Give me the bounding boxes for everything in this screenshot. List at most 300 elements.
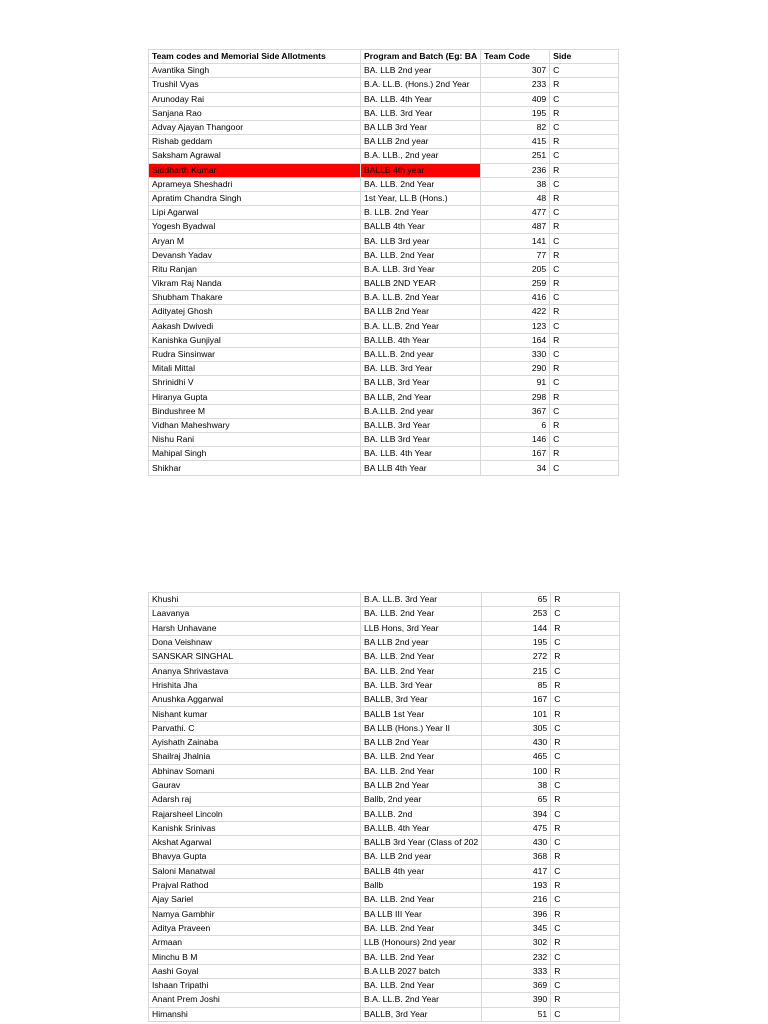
table-row (149, 319, 619, 333)
cell-name[interactable]: Himanshi (149, 1007, 361, 1021)
cell-program[interactable]: BA. LLB. 4th Year (361, 92, 481, 106)
cell-team-code[interactable]: 236 (481, 163, 550, 177)
cell-team-code[interactable]: 38 (481, 177, 550, 191)
table-row (149, 979, 620, 993)
cell-side[interactable]: R (550, 106, 619, 120)
cell-program[interactable]: BA. LLB 2nd year (361, 850, 482, 864)
cell-team-code[interactable]: 77 (481, 248, 550, 262)
cell-team-code[interactable]: 417 (482, 864, 551, 878)
cell-name[interactable]: Vikram Raj Nanda (149, 277, 361, 291)
cell-team-code[interactable]: 390 (482, 993, 551, 1007)
cell-name[interactable]: Aashi Goyal (149, 964, 361, 978)
table-row (149, 836, 620, 850)
cell-name[interactable]: Rudra Sinsinwar (149, 347, 361, 361)
cell-team-code[interactable]: 232 (482, 950, 551, 964)
cell-side[interactable]: R (551, 650, 620, 664)
cell-team-code[interactable]: 195 (481, 106, 550, 120)
cell-team-code[interactable]: 333 (482, 964, 551, 978)
cell-name[interactable]: Yogesh Byadwal (149, 220, 361, 234)
table-row (149, 92, 619, 106)
table-row (149, 234, 619, 248)
cell-side[interactable]: C (551, 950, 620, 964)
cell-team-code[interactable]: 253 (482, 607, 551, 621)
cell-team-code[interactable]: 123 (481, 319, 550, 333)
cell-program[interactable]: B.A LLB 2027 batch (361, 964, 482, 978)
cell-program[interactable]: BA. LLB. 2nd Year (361, 764, 482, 778)
cell-side[interactable]: C (550, 120, 619, 134)
cell-program[interactable]: BALLB, 3rd Year (361, 693, 482, 707)
cell-side[interactable]: R (550, 362, 619, 376)
cell-team-code[interactable]: 475 (482, 821, 551, 835)
cell-name[interactable]: Ishaan Tripathi (149, 979, 361, 993)
table-row (149, 878, 620, 892)
cell-name[interactable]: Adarsh raj (149, 793, 361, 807)
cell-name[interactable]: Ayishath Zainaba (149, 735, 361, 749)
cell-team-code[interactable]: 205 (481, 262, 550, 276)
cell-program[interactable]: BA. LLB. 2nd Year (361, 921, 482, 935)
cell-team-code[interactable]: 487 (481, 220, 550, 234)
cell-name[interactable]: Trushil Vyas (149, 78, 361, 92)
cell-program[interactable]: BA. LLB. 3rd Year (361, 678, 482, 692)
cell-name[interactable]: Nishant kumar (149, 707, 361, 721)
cell-name[interactable]: Kanishka Gunjiyal (149, 333, 361, 347)
cell-name[interactable]: Apratim Chandra Singh (149, 191, 361, 205)
table-row (149, 921, 620, 935)
cell-program[interactable]: BA. LLB. 3rd Year (361, 362, 481, 376)
cell-name[interactable]: Minchu B M (149, 950, 361, 964)
cell-team-code[interactable]: 146 (481, 433, 550, 447)
cell-name[interactable]: Prajval Rathod (149, 878, 361, 892)
cell-program[interactable]: B.A. LLB., 2nd year (361, 149, 481, 163)
cell-side[interactable]: C (550, 404, 619, 418)
cell-program[interactable]: BA LLB III Year (361, 907, 482, 921)
cell-program[interactable]: BALLB 4th Year (361, 220, 481, 234)
cell-team-code[interactable]: 216 (482, 893, 551, 907)
cell-name[interactable]: Vidhan Maheshwary (149, 418, 361, 432)
header-team-codes[interactable]: Team codes and Memorial Side Allotments (149, 50, 361, 64)
table-row (149, 362, 619, 376)
table-row (149, 964, 620, 978)
cell-side[interactable]: C (551, 778, 620, 792)
allotment-table-top (148, 49, 619, 476)
cell-name[interactable]: Abhinav Somani (149, 764, 361, 778)
table-row (149, 793, 620, 807)
table-row (149, 262, 619, 276)
cell-program[interactable]: BA.LLB. 3rd Year (361, 418, 481, 432)
cell-side[interactable]: R (550, 447, 619, 461)
table-row (149, 735, 620, 749)
table-row (149, 593, 620, 607)
table-row (149, 291, 619, 305)
cell-side[interactable]: C (551, 921, 620, 935)
cell-program[interactable]: BA. LLB. 2nd Year (361, 979, 482, 993)
table-row (149, 404, 619, 418)
cell-side[interactable]: C (550, 319, 619, 333)
header-program-batch[interactable]: Program and Batch (Eg: BA (361, 50, 481, 64)
cell-program[interactable]: BA. LLB 3rd year (361, 234, 481, 248)
cell-program[interactable]: Ballb, 2nd year (361, 793, 482, 807)
table-row (149, 993, 620, 1007)
cell-name[interactable]: Ritu Ranjan (149, 262, 361, 276)
cell-program[interactable]: B.A. LL.B. 2nd Year (361, 993, 482, 1007)
cell-name[interactable]: Khushi (149, 593, 361, 607)
cell-side[interactable]: R (551, 764, 620, 778)
cell-side[interactable]: R (550, 390, 619, 404)
cell-team-code[interactable]: 307 (481, 64, 550, 78)
allotment-table-bottom (148, 592, 620, 1022)
cell-name[interactable]: Kanishk Srinivas (149, 821, 361, 835)
table-row (149, 333, 619, 347)
cell-side[interactable]: C (550, 206, 619, 220)
cell-name[interactable]: Aprameya Sheshadri (149, 177, 361, 191)
cell-side[interactable]: C (550, 433, 619, 447)
cell-team-code[interactable]: 305 (482, 721, 551, 735)
cell-side[interactable]: R (551, 735, 620, 749)
cell-side[interactable]: R (551, 936, 620, 950)
cell-program[interactable]: BALLB 2ND YEAR (361, 277, 481, 291)
cell-team-code[interactable]: 164 (481, 333, 550, 347)
cell-program[interactable]: BALLB 4th year (361, 163, 481, 177)
cell-team-code[interactable]: 167 (482, 693, 551, 707)
cell-name[interactable]: Siddharth Kumar (149, 163, 361, 177)
cell-program[interactable]: BA.LLB. 4th Year (361, 821, 482, 835)
table-row (149, 850, 620, 864)
table-row (149, 764, 620, 778)
cell-name[interactable]: Rajarsheel Lincoln (149, 807, 361, 821)
cell-side[interactable]: R (551, 593, 620, 607)
cell-side[interactable]: R (551, 793, 620, 807)
cell-side[interactable]: C (550, 461, 619, 475)
cell-side[interactable]: R (551, 878, 620, 892)
cell-side[interactable]: C (551, 607, 620, 621)
table-row (149, 248, 619, 262)
cell-team-code[interactable]: 415 (481, 135, 550, 149)
cell-program[interactable]: BALLB, 3rd Year (361, 1007, 482, 1021)
cell-side[interactable]: C (550, 291, 619, 305)
cell-name[interactable]: Shikhar (149, 461, 361, 475)
cell-name[interactable]: Avantika Singh (149, 64, 361, 78)
table-row (149, 664, 620, 678)
cell-side[interactable]: C (551, 979, 620, 993)
table-row (149, 693, 620, 707)
cell-team-code[interactable]: 195 (482, 635, 551, 649)
cell-team-code[interactable]: 100 (482, 764, 551, 778)
cell-side[interactable]: R (550, 163, 619, 177)
cell-program[interactable]: B.A.LLB. 2nd year (361, 404, 481, 418)
cell-side[interactable]: C (551, 807, 620, 821)
cell-side[interactable]: R (550, 418, 619, 432)
cell-program[interactable]: BALLB 3rd Year (Class of 202 (361, 836, 482, 850)
cell-side[interactable]: C (551, 693, 620, 707)
cell-side[interactable]: C (551, 635, 620, 649)
cell-team-code[interactable]: 416 (481, 291, 550, 305)
cell-program[interactable]: BALLB 4th year (361, 864, 482, 878)
cell-side[interactable]: R (550, 248, 619, 262)
cell-program[interactable]: BA LLB 2nd Year (361, 735, 482, 749)
cell-side[interactable]: R (551, 850, 620, 864)
cell-name[interactable]: Devansh Yadav (149, 248, 361, 262)
table-row (149, 864, 620, 878)
table-row (149, 461, 619, 475)
cell-name[interactable]: Sanjana Rao (149, 106, 361, 120)
cell-name[interactable]: Namya Gambhir (149, 907, 361, 921)
table-row (149, 447, 619, 461)
cell-team-code[interactable]: 6 (481, 418, 550, 432)
cell-name[interactable]: Hiranya Gupta (149, 390, 361, 404)
cell-program[interactable]: BA. LLB. 2nd Year (361, 664, 482, 678)
cell-side[interactable]: C (550, 64, 619, 78)
table-row (149, 433, 619, 447)
table-row (149, 347, 619, 361)
table-row (149, 678, 620, 692)
cell-team-code[interactable]: 422 (481, 305, 550, 319)
cell-side[interactable]: C (550, 262, 619, 276)
cell-program[interactable]: BA.LLB. 2nd (361, 807, 482, 821)
cell-team-code[interactable]: 51 (482, 1007, 551, 1021)
cell-side[interactable]: C (550, 376, 619, 390)
cell-program[interactable]: BA.LL.B. 2nd year (361, 347, 481, 361)
cell-side[interactable]: R (550, 333, 619, 347)
cell-side[interactable]: C (550, 149, 619, 163)
cell-program[interactable]: BA LLB, 2nd Year (361, 390, 481, 404)
cell-name[interactable]: Adityatej Ghosh (149, 305, 361, 319)
cell-program[interactable]: 1st Year, LL.B (Hons.) (361, 191, 481, 205)
cell-name[interactable]: Saksham Agrawal (149, 149, 361, 163)
table-row (149, 305, 619, 319)
cell-side[interactable]: C (551, 893, 620, 907)
cell-team-code[interactable]: 82 (481, 120, 550, 134)
cell-side[interactable]: R (550, 191, 619, 205)
cell-name[interactable]: Anushka Aggarwal (149, 693, 361, 707)
cell-name[interactable]: SANSKAR SINGHAL (149, 650, 361, 664)
header-row (149, 50, 619, 64)
cell-program[interactable]: B.A. LL.B. 3rd Year (361, 593, 482, 607)
table-row (149, 893, 620, 907)
cell-name[interactable]: Advay Ajayan Thangoor (149, 120, 361, 134)
table-row (149, 418, 619, 432)
cell-program[interactable]: BA. LLB. 2nd Year (361, 607, 482, 621)
cell-program[interactable]: Ballb (361, 878, 482, 892)
cell-team-code[interactable]: 367 (481, 404, 550, 418)
table-row (149, 78, 619, 92)
cell-side[interactable]: R (550, 78, 619, 92)
table-row (149, 650, 620, 664)
cell-team-code[interactable]: 272 (482, 650, 551, 664)
cell-program[interactable]: BA LLB 2nd year (361, 135, 481, 149)
header-side[interactable]: Side (550, 50, 619, 64)
cell-side[interactable]: C (551, 836, 620, 850)
table-row (149, 277, 619, 291)
cell-team-code[interactable]: 290 (481, 362, 550, 376)
cell-name[interactable]: Bindushree M (149, 404, 361, 418)
cell-program[interactable]: BA. LLB. 2nd Year (361, 177, 481, 191)
cell-program[interactable]: BA LLB 4th Year (361, 461, 481, 475)
table-row (149, 206, 619, 220)
cell-program[interactable]: BA LLB 2nd Year (361, 305, 481, 319)
cell-team-code[interactable]: 430 (482, 735, 551, 749)
cell-team-code[interactable]: 193 (482, 878, 551, 892)
cell-team-code[interactable]: 369 (482, 979, 551, 993)
cell-side[interactable]: C (550, 347, 619, 361)
cell-team-code[interactable]: 345 (482, 921, 551, 935)
cell-name[interactable]: Akshat Agarwal (149, 836, 361, 850)
cell-name[interactable]: Mahipal Singh (149, 447, 361, 461)
cell-team-code[interactable]: 298 (481, 390, 550, 404)
table-row (149, 635, 620, 649)
table-row (149, 120, 619, 134)
cell-team-code[interactable]: 251 (481, 149, 550, 163)
cell-team-code[interactable]: 477 (481, 206, 550, 220)
cell-side[interactable]: R (551, 993, 620, 1007)
table-row (149, 191, 619, 205)
cell-name[interactable]: Hrishita Jha (149, 678, 361, 692)
cell-name[interactable]: Armaan (149, 936, 361, 950)
cell-side[interactable]: R (550, 135, 619, 149)
cell-name[interactable]: Aditya Praveen (149, 921, 361, 935)
cell-team-code[interactable]: 394 (482, 807, 551, 821)
cell-name[interactable]: Shrinidhi V (149, 376, 361, 390)
cell-program[interactable]: LLB Hons, 3rd Year (361, 621, 482, 635)
cell-name[interactable]: Saloni Manatwal (149, 864, 361, 878)
cell-name[interactable]: Aakash Dwivedi (149, 319, 361, 333)
cell-program[interactable]: BA LLB 2nd Year (361, 778, 482, 792)
cell-team-code[interactable]: 38 (482, 778, 551, 792)
cell-program[interactable]: BA. LLB 2nd year (361, 64, 481, 78)
table-row (149, 821, 620, 835)
cell-program[interactable]: BA LLB, 3rd Year (361, 376, 481, 390)
header-team-code[interactable]: Team Code (481, 50, 550, 64)
cell-name[interactable]: Rishab geddam (149, 135, 361, 149)
cell-side[interactable]: C (551, 721, 620, 735)
cell-team-code[interactable]: 48 (481, 191, 550, 205)
table-row (149, 163, 619, 177)
cell-team-code[interactable]: 167 (481, 447, 550, 461)
cell-team-code[interactable]: 465 (482, 750, 551, 764)
table-row (149, 907, 620, 921)
cell-program[interactable]: BA. LLB. 3rd Year (361, 106, 481, 120)
cell-program[interactable]: BA. LLB. 2nd Year (361, 893, 482, 907)
cell-program[interactable]: B.A. LL.B. 2nd Year (361, 291, 481, 305)
table-row (149, 807, 620, 821)
cell-side[interactable]: C (550, 92, 619, 106)
cell-side[interactable]: R (551, 907, 620, 921)
table-row (149, 64, 619, 78)
cell-side[interactable]: C (550, 177, 619, 191)
cell-program[interactable]: BA.LLB. 4th Year (361, 333, 481, 347)
cell-name[interactable]: Gaurav (149, 778, 361, 792)
cell-name[interactable]: Lipi Agarwal (149, 206, 361, 220)
cell-name[interactable]: Arunoday Rai (149, 92, 361, 106)
cell-side[interactable]: R (550, 220, 619, 234)
cell-name[interactable]: Harsh Unhavane (149, 621, 361, 635)
cell-program[interactable]: BA. LLB. 2nd Year (361, 650, 482, 664)
table-row (149, 936, 620, 950)
cell-team-code[interactable]: 215 (482, 664, 551, 678)
cell-program[interactable]: BA LLB 2nd year (361, 635, 482, 649)
cell-team-code[interactable]: 430 (482, 836, 551, 850)
cell-program[interactable]: BA. LLB 3rd Year (361, 433, 481, 447)
table-row (149, 177, 619, 191)
cell-program[interactable]: BA LLB (Hons.) Year II (361, 721, 482, 735)
table-row (149, 607, 620, 621)
table-row (149, 750, 620, 764)
table-row (149, 390, 619, 404)
cell-side[interactable]: R (551, 621, 620, 635)
cell-team-code[interactable]: 144 (482, 621, 551, 635)
cell-team-code[interactable]: 65 (482, 793, 551, 807)
cell-team-code[interactable]: 409 (481, 92, 550, 106)
cell-program[interactable]: BA LLB 3rd Year (361, 120, 481, 134)
table-row (149, 721, 620, 735)
cell-name[interactable]: Dona Veishnaw (149, 635, 361, 649)
table-row (149, 950, 620, 964)
cell-name[interactable]: Ananya Shrivastava (149, 664, 361, 678)
cell-side[interactable]: R (551, 821, 620, 835)
cell-name[interactable]: Aryan M (149, 234, 361, 248)
cell-name[interactable]: Bhavya Gupta (149, 850, 361, 864)
cell-team-code[interactable]: 101 (482, 707, 551, 721)
cell-team-code[interactable]: 233 (481, 78, 550, 92)
table-row (149, 106, 619, 120)
cell-program[interactable]: B.A. LLB. 3rd Year (361, 262, 481, 276)
cell-program[interactable]: LLB (Honours) 2nd year (361, 936, 482, 950)
cell-side[interactable]: R (551, 964, 620, 978)
cell-name[interactable]: Mitali Mittal (149, 362, 361, 376)
cell-team-code[interactable]: 141 (481, 234, 550, 248)
table-row (149, 621, 620, 635)
cell-side[interactable]: R (551, 678, 620, 692)
cell-side[interactable]: C (551, 664, 620, 678)
cell-program[interactable]: B.A. LL.B. 2nd Year (361, 319, 481, 333)
cell-name[interactable]: Laavanya (149, 607, 361, 621)
table-row (149, 778, 620, 792)
cell-team-code[interactable]: 85 (482, 678, 551, 692)
cell-program[interactable]: BA. LLB. 2nd Year (361, 950, 482, 964)
cell-side[interactable]: C (551, 864, 620, 878)
cell-team-code[interactable]: 302 (482, 936, 551, 950)
cell-team-code[interactable]: 34 (481, 461, 550, 475)
cell-side[interactable]: R (550, 305, 619, 319)
cell-team-code[interactable]: 65 (482, 593, 551, 607)
table-row (149, 135, 619, 149)
cell-name[interactable]: Parvathi. C (149, 721, 361, 735)
cell-program[interactable]: BA. LLB. 4th Year (361, 447, 481, 461)
table-row (149, 220, 619, 234)
table-row (149, 707, 620, 721)
cell-side[interactable]: C (551, 750, 620, 764)
cell-program[interactable]: B.A. LL.B. (Hons.) 2nd Year (361, 78, 481, 92)
cell-team-code[interactable]: 330 (481, 347, 550, 361)
cell-program[interactable]: BALLB 1st Year (361, 707, 482, 721)
cell-side[interactable]: C (551, 1007, 620, 1021)
cell-name[interactable]: Shubham Thakare (149, 291, 361, 305)
cell-name[interactable]: Nishu Rani (149, 433, 361, 447)
cell-side[interactable]: C (550, 234, 619, 248)
cell-team-code[interactable]: 259 (481, 277, 550, 291)
table-row (149, 149, 619, 163)
cell-team-code[interactable]: 396 (482, 907, 551, 921)
cell-name[interactable]: Shailraj Jhalnia (149, 750, 361, 764)
cell-program[interactable]: B. LLB. 2nd Year (361, 206, 481, 220)
cell-program[interactable]: BA. LLB. 2nd Year (361, 750, 482, 764)
cell-side[interactable]: R (551, 707, 620, 721)
cell-program[interactable]: BA. LLB. 2nd Year (361, 248, 481, 262)
cell-name[interactable]: Anant Prem Joshi (149, 993, 361, 1007)
cell-side[interactable]: R (550, 277, 619, 291)
cell-team-code[interactable]: 368 (482, 850, 551, 864)
cell-team-code[interactable]: 91 (481, 376, 550, 390)
cell-name[interactable]: Ajay Sariel (149, 893, 361, 907)
